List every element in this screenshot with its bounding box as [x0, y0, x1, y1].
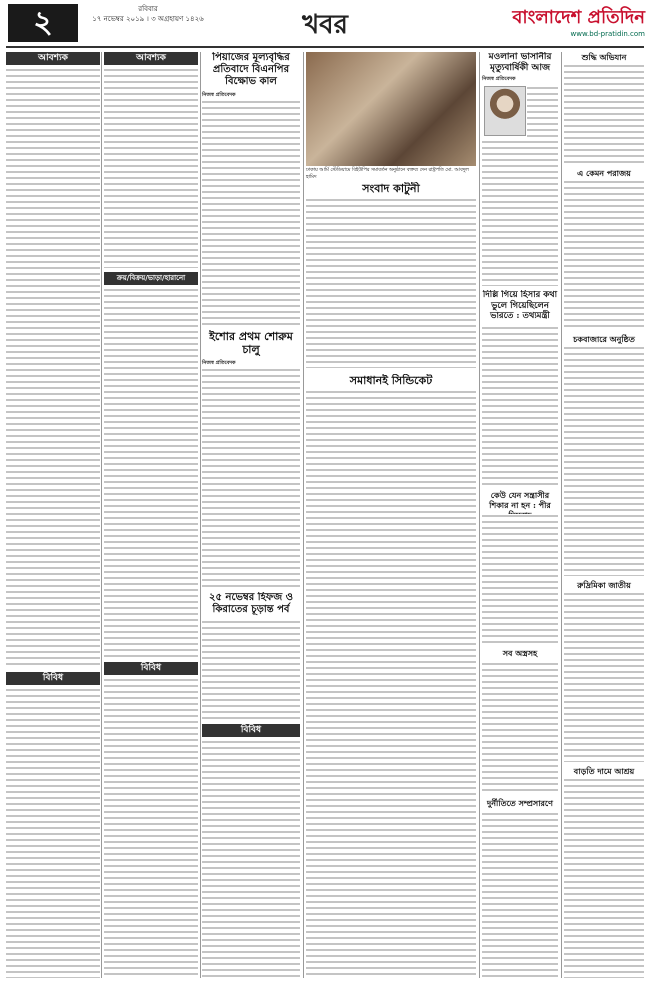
- classified-col1-text: [6, 68, 100, 668]
- column-divider: [303, 52, 304, 978]
- col3-lower-text: [202, 620, 300, 720]
- right-byline-1: নিজস্ব প্রতিবেদক: [482, 76, 516, 82]
- far-right-text-1: [564, 64, 644, 164]
- right-headline-1: মওলানা ভাসানীর মৃত্যুবার্ষিকী আজ: [488, 52, 552, 73]
- right-headline-2: দিল্লি গিয়ে হিসার কথা ভুলে গিয়েছিলেন ভারতে : তথ্যমন্ত্রী: [482, 290, 558, 321]
- far-right-headline-4: রুদ্রিমিকা জাতীয়: [577, 580, 631, 590]
- right-headline-4: সব অস্ত্রসহ: [502, 648, 538, 658]
- column-divider: [200, 52, 201, 978]
- section-title: খবর: [302, 10, 348, 40]
- classified-col1-bottom-text: [6, 688, 100, 978]
- far-right-text-5: [564, 778, 644, 978]
- classified-col2-bottom-header: বিবিধ: [104, 662, 198, 675]
- classified-col1-header: আবশ্যক: [6, 52, 100, 65]
- page-number-badge: ২: [8, 4, 78, 42]
- far-right-headline-1: শুদ্ধি অভিযান: [581, 52, 627, 62]
- classified-col2-header: আবশ্যক: [104, 52, 198, 65]
- bhasani-portrait: [484, 86, 526, 136]
- far-right-headline-3: চকবাজারে অনুষ্ঠিত: [573, 334, 635, 344]
- col3-top-byline: নিজস্ব প্রতিবেদক: [202, 92, 236, 98]
- col3-top-headline: পিয়াজের মূল্যবৃদ্ধির প্রতিবাদে বিএনপির বিক্ষোভ কাল: [212, 52, 290, 87]
- right-text-2: [482, 326, 558, 486]
- center-main-text: [306, 198, 476, 368]
- far-right-text-4: [564, 592, 644, 762]
- col3-lower-headline: ২৫ নভেম্বর হিফজ ও কিরাতের চূড়ান্ত পর্ব: [209, 592, 293, 615]
- classified-col2-bottom-text: [104, 678, 198, 978]
- brand-name: বাংলাদেশ প্রতিদিন: [512, 7, 645, 28]
- right-text-3: [482, 514, 558, 644]
- column-divider: [479, 52, 480, 978]
- dateline-date: ১৭ নভেম্বর ২০১৯ । ৩ অগ্রহায়ণ ১৪২৬: [92, 15, 204, 23]
- far-right-text-2: [564, 180, 644, 330]
- classified-col2-sub-header: ক্রয়/বিক্রয়/ভাড়া/হারানো: [104, 272, 198, 285]
- col3-bottom-text: [202, 740, 300, 978]
- far-right-headline-5: বাড়তি দামে আশ্রয়: [573, 766, 635, 776]
- brand-tag: www.bd-pratidin.com: [570, 30, 645, 38]
- center-second-text: [306, 390, 476, 978]
- col3-mid-byline: নিজস্ব প্রতিবেদক: [202, 360, 236, 366]
- col3-mid-text: [202, 368, 300, 588]
- center-photo: [306, 52, 476, 166]
- classified-col2-text: [104, 68, 198, 268]
- col3-mid-headline: ইশোর প্রথম শোরুম চালু: [209, 330, 293, 356]
- right-text-5: [482, 812, 558, 978]
- masthead-rule: [6, 46, 644, 48]
- center-second-headline: সমাধানই সিন্ডিকেট: [349, 374, 433, 387]
- classified-col2-sub-text: [104, 288, 198, 658]
- column-divider: [561, 52, 562, 978]
- far-right-text-3: [564, 346, 644, 576]
- far-right-headline-2: এ কেমন পরাজয়: [577, 168, 631, 178]
- col3-bottom-header: বিবিধ: [202, 724, 300, 737]
- col3-top-text: [202, 100, 300, 325]
- dateline-day: রবিবার: [138, 5, 158, 13]
- right-headline-3: কেউ যেন সন্ত্রাসীর শিকার না হন : পীর: [489, 490, 551, 510]
- classified-col1-bottom-header: বিবিধ: [6, 672, 100, 685]
- brand-logo: [470, 6, 645, 42]
- column-divider: [101, 52, 102, 978]
- right-headline-5: দুর্নীতিতে সম্প্রসারণে: [487, 798, 553, 808]
- right-text-4: [482, 662, 558, 792]
- dateline: [88, 4, 208, 24]
- center-main-headline: সংবাদ কাটুনী: [362, 182, 420, 195]
- center-photo-caption: ঢাকায় আর্মি স্টেডিয়ামে বিইউপির সমাবর্তন অনুষ্ঠানে বক্তব্য দেন রাষ্ট্রপতি মো. আবদুল হামিদ: [306, 168, 469, 180]
